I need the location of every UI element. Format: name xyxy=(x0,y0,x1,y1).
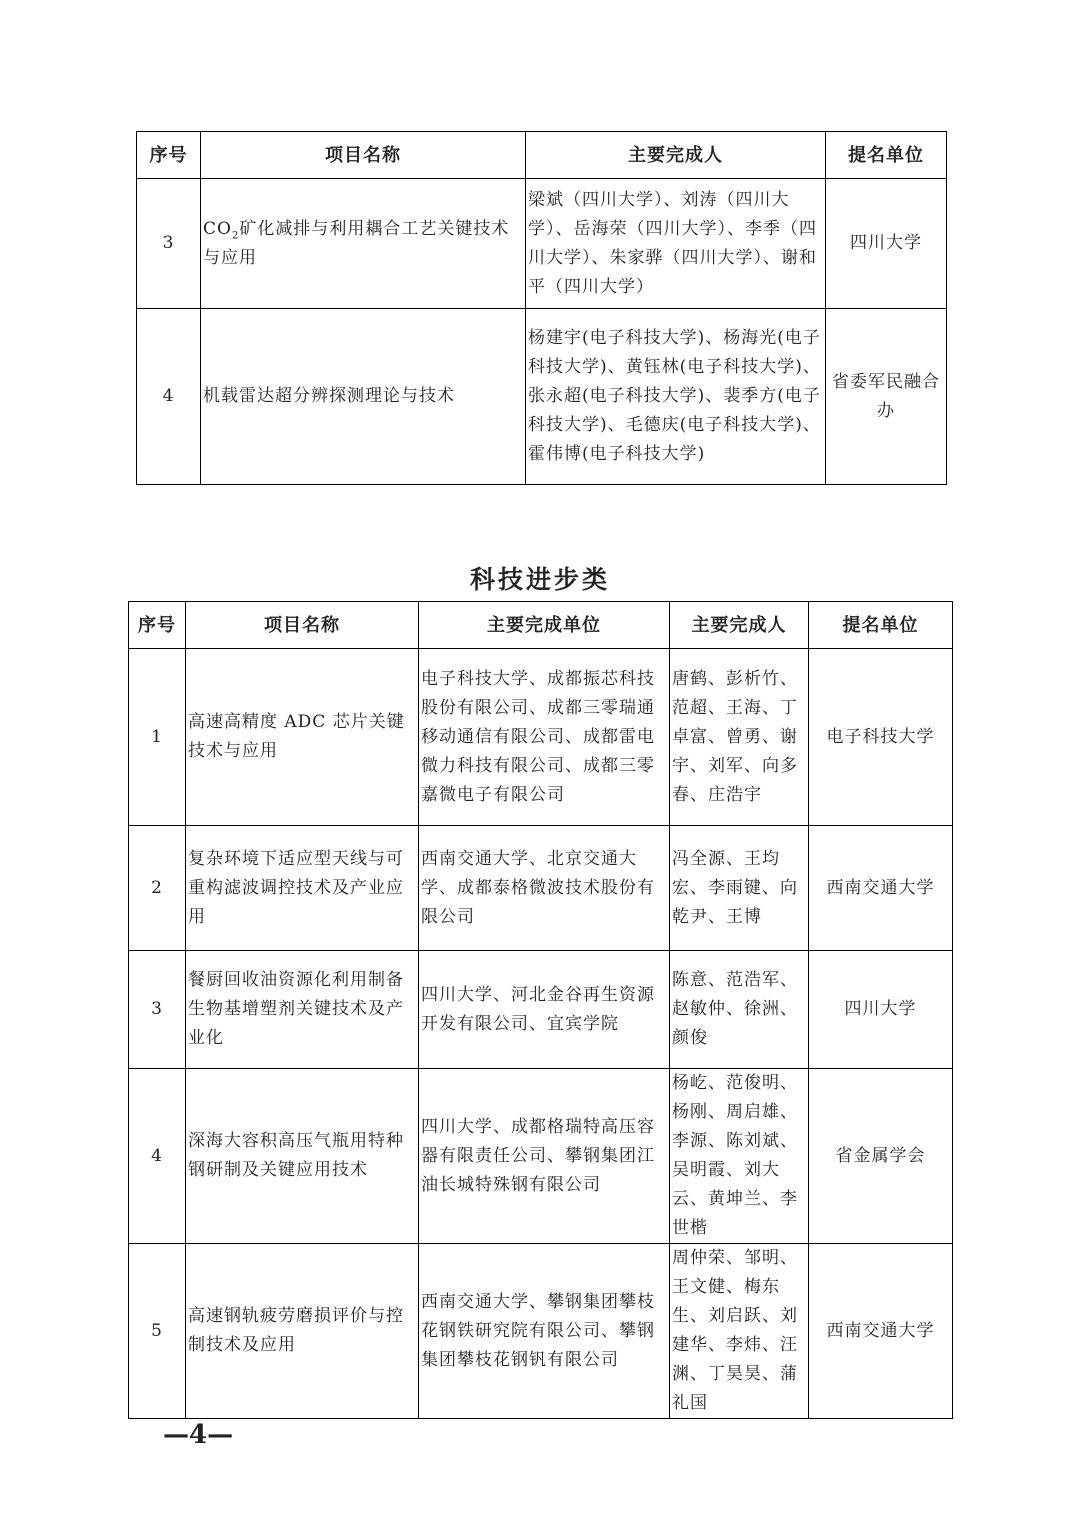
table-row xyxy=(137,179,947,309)
header-project-name: 项目名称 xyxy=(201,132,526,179)
row-no: 1 xyxy=(129,649,186,826)
table-header-row xyxy=(137,132,947,179)
table-row xyxy=(129,1244,953,1419)
row-nominator: 西南交通大学 xyxy=(809,826,953,951)
row-project-name: 复杂环境下适应型天线与可重构滤波调控技术及产业应用 xyxy=(186,826,419,951)
section-title: 科技进步类 xyxy=(469,565,610,594)
name-rest: 矿化减排与利用耦合工艺关键技术与应用 xyxy=(203,218,510,268)
table-row xyxy=(129,1069,953,1244)
nomination-table-2 xyxy=(128,601,953,1419)
header-project-name: 项目名称 xyxy=(186,602,419,649)
header-no: 序号 xyxy=(129,602,186,649)
row-project-name: 深海大容积高压气瓶用特种钢研制及关键应用技术 xyxy=(186,1069,419,1244)
page-number: —4— xyxy=(163,1420,234,1450)
row-no: 4 xyxy=(137,309,201,485)
row-units: 四川大学、河北金谷再生资源开发有限公司、宜宾学院 xyxy=(419,951,670,1069)
row-project-name: 高速钢轨疲劳磨损评价与控制技术及应用 xyxy=(186,1244,419,1419)
row-project-name: 餐厨回收油资源化利用制备生物基增塑剂关键技术及产业化 xyxy=(186,951,419,1069)
header-nominator: 提名单位 xyxy=(809,602,953,649)
row-units: 电子科技大学、成都振芯科技股份有限公司、成都三零瑞通移动通信有限公司、成都雷电微力科技有限公司、成都三零嘉微电子有限公司 xyxy=(419,649,670,826)
header-no: 序号 xyxy=(137,132,201,179)
row-persons: 周仲荣、邹明、王文健、梅东生、刘启跃、刘建华、李炜、汪渊、丁昊昊、蒲礼国 xyxy=(670,1244,809,1419)
row-no: 3 xyxy=(129,951,186,1069)
header-units: 主要完成单位 xyxy=(419,602,670,649)
table-row xyxy=(129,649,953,826)
table-row xyxy=(129,826,953,951)
row-persons: 杨屹、范俊明、杨刚、周启雄、李源、陈刘斌、吴明霞、刘大云、黄坤兰、李世楷 xyxy=(670,1069,809,1244)
header-nominator: 提名单位 xyxy=(826,132,947,179)
row-no: 4 xyxy=(129,1069,186,1244)
row-persons: 冯全源、王均宏、李雨键、向乾尹、王博 xyxy=(670,826,809,951)
header-persons: 主要完成人 xyxy=(670,602,809,649)
row-units: 四川大学、成都格瑞特高压容器有限责任公司、攀钢集团江油长城特殊钢有限公司 xyxy=(419,1069,670,1244)
row-project-name: 机载雷达超分辨探测理论与技术 xyxy=(201,309,526,485)
name-subscript: 2 xyxy=(231,229,240,241)
row-nominator: 四川大学 xyxy=(826,179,947,309)
table-row xyxy=(137,309,947,485)
row-units: 西南交通大学、攀钢集团攀枝花钢铁研究院有限公司、攀钢集团攀枝花钢钒有限公司 xyxy=(419,1244,670,1419)
row-persons: 陈意、范浩军、赵敏仲、徐洲、颜俊 xyxy=(670,951,809,1069)
row-project-name: 高速高精度 ADC 芯片关键技术与应用 xyxy=(186,649,419,826)
row-nominator: 电子科技大学 xyxy=(809,649,953,826)
row-persons: 梁斌（四川大学）、刘涛（四川大学）、岳海荣（四川大学）、李季（四川大学）、朱家骅（四川大学）、谢和平（四川大学） xyxy=(526,179,826,309)
name-co: CO xyxy=(203,218,232,239)
table-row xyxy=(129,951,953,1069)
nomination-table-1 xyxy=(136,131,947,485)
table-header-row xyxy=(129,602,953,649)
row-no: 5 xyxy=(129,1244,186,1419)
row-persons: 杨建宇(电子科技大学)、杨海光(电子科技大学)、黄钰林(电子科技大学)、张永超(电子科技大学)、裴季方(电子科技大学)、毛德庆(电子科技大学)、霍伟博(电子科技大学) xyxy=(526,309,826,485)
row-no: 2 xyxy=(129,826,186,951)
row-persons: 唐鹤、彭析竹、范超、王海、丁卓富、曾勇、谢宇、刘军、向多春、庄浩宇 xyxy=(670,649,809,826)
row-project-name xyxy=(201,179,526,309)
row-nominator: 省委军民融合办 xyxy=(826,309,947,485)
row-units: 西南交通大学、北京交通大学、成都泰格微波技术股份有限公司 xyxy=(419,826,670,951)
row-nominator: 省金属学会 xyxy=(809,1069,953,1244)
row-no: 3 xyxy=(137,179,201,309)
header-persons: 主要完成人 xyxy=(526,132,826,179)
row-nominator: 西南交通大学 xyxy=(809,1244,953,1419)
row-nominator: 四川大学 xyxy=(809,951,953,1069)
